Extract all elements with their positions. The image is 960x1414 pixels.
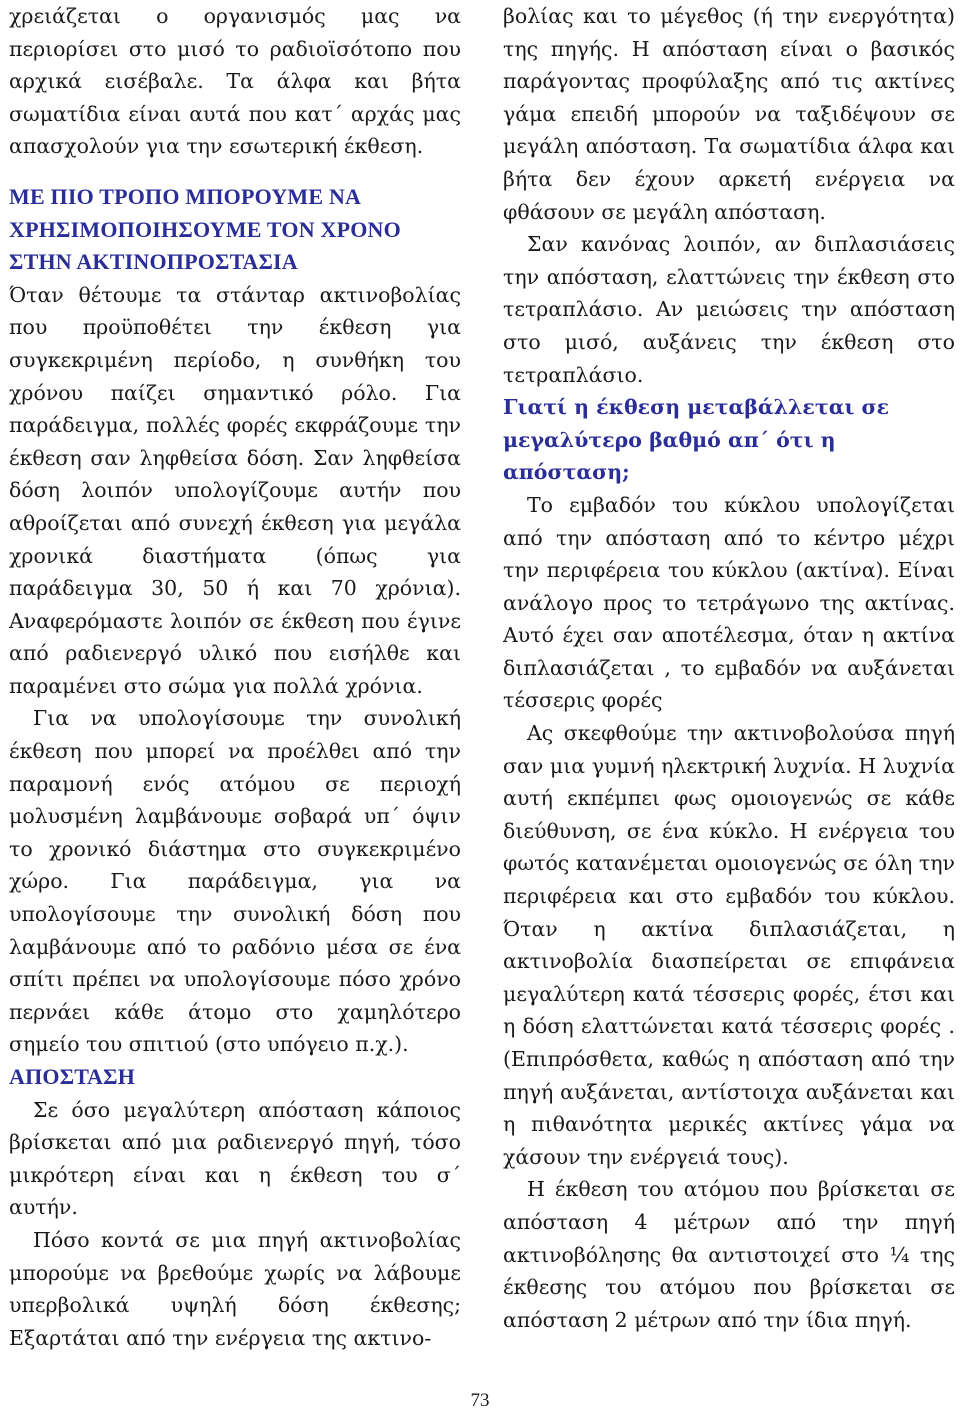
subheading-why: Γιατί η έκθεση μεταβάλλεται σε μεγαλύτερο βαθμό απ΄ ότι η απόσταση; — [503, 395, 890, 485]
paragraph-example: Η έκθεση του ατόμου που βρίσκεται σε απόσταση 4 μέτρων από την πηγή ακτινοβόλησης θα αντιστοιχεί στο ¼ της έκθεσης του ατόμου που βρίσκεται σε απόσταση 2 μέτρων από την ίδια πηγή. — [503, 1177, 955, 1332]
paragraph-time-2: Για να υπολογίσουμε την συνολική έκθεση που μπορεί να προέλθει από την παραμονή ενός ατόμου σε περιοχή μολυσμένη λαμβάνουμε σοβαρά υπ΄ όψιν το χρονικό διάστημα στο συγκεκριμένο χώρο. Για παράδειγμα, για να υπολογίσουμε την συνολική δόση που λαμβάνουμε από το ραδόνιο μέσα σε ένα σπίτι πρέπει να υπολογίσουμε πόσο χρόνο περνάει κάθε άτομο στο χαμηλότερο σημείο του σπιτιού (στο υπόγειο π.χ.). — [9, 706, 461, 1057]
paragraph-distance-1: Σε όσο μεγαλύτερη απόσταση κάποιος βρίσκεται από μια ραδιενεργό πηγή, τόσο μικρότερη είναι και η έκθεση του σ΄ αυτήν. — [9, 1097, 461, 1220]
page-number: 73 — [470, 1390, 490, 1411]
paragraph-circle: Το εμβαδόν του κύκλου υπολογίζεται από την απόσταση από το κέντρο μέχρι την περιφέρεια του κύκλου (ακτίνα). Είναι ανάλογο προς το τετράγωνο της ακτίνας. Αυτό έχει σαν αποτέλεσμα, όταν η ακτίνα διπλασιάζεται , το εμβαδόν να αυξάνεται τέσσερις φορές — [503, 492, 955, 713]
paragraph-intro: χρειάζεται ο οργανισμός μας να περιορίσει στο μισό το ραδιοϊσότοπο που αρχικά εισέβαλε. Τα άλφα και βήτα σωματίδια είναι αυτά που κατ΄ αρχάς μας απασχολούν για την εσωτερική έκθεση. — [9, 4, 461, 159]
right-column — [503, 0, 955, 1336]
paragraph-lamp: Ας σκεφθούμε την ακτινοβολούσα πηγή σαν μια γυμνή ηλεκτρική λυχνία. Η λυχνία αυτή εκπέμπει φως ομοιογενώς σε κάθε διεύθυνση, σε ένα κύκλο. Η ενέργεια του φωτός κατανέμεται ομοιογενώς σε όλη την περιφέρεια και στο εμβαδόν του κύκλου. Όταν η ακτίνα διπλασιάζεται, η ακτινοβολία διασπείρεται σε επιφάνεια μεγαλύτερη κατά τέσσερις φορές, έτσι και η δόση ελαττώνεται κατά τέσσερις φορές . (Επιπρόσθετα, καθώς η απόσταση από την πηγή αυξάνεται, αντίστοιχα αυξάνεται και η πιθανότητα μερικές ακτίνες γάμα να χάσουν την ενέργειά τους). — [503, 721, 955, 1169]
section-heading-distance: ΑΠΟΣΤΑΣΗ — [9, 1064, 136, 1089]
paragraph-time-1: Όταν θέτουμε τα στάνταρ ακτινοβολίας που προϋποθέτει την έκθεση για συγκεκριμένη περίοδο, η συνθήκη του χρόνου παίζει σημαντικό ρόλο. Για παράδειγμα, πολλές φορές εκφράζουμε την έκθεση σαν ληφθείσα δόση. Σαν ληφθείσα δόση λοιπόν υπολογίζουμε αυτήν που αθροίζεται από συνεχή έκθεση για μεγάλα χρονικά διαστήματα (όπως για παράδειγμα 30, 50 ή και 70 χρόνια). Αναφερόμαστε λοιπόν σε έκθεση που έγινε από ραδιενεργό υλικό που εισήλθε και παραμένει στο σώμα για πολλά χρόνια. — [9, 282, 461, 698]
paragraph-rule: Σαν κανόνας λοιπόν, αν διπλασιάσεις την απόσταση, ελαττώνεις την έκθεση στο τετραπλάσιο. Αν μειώσεις την απόσταση στο μισό, αυξάνεις την έκθεση στο τετραπλάσιο. — [503, 232, 955, 387]
left-column — [9, 0, 461, 1354]
paragraph-continuation: βολίας και το μέγεθος (ή την ενεργότητα) της πηγής. Η απόσταση είναι ο βασικός παράγοντας προφύλαξης από τις ακτίνες γάμα επειδή μπορούν να ταξιδέψουν σε μεγάλη απόσταση. Τα σωματίδια άλφα και βήτα δεν έχουν αρκετή ενέργεια να φθάσουν σε μεγάλη απόσταση. — [503, 4, 955, 224]
paragraph-distance-2: Πόσο κοντά σε μια πηγή ακτινοβολίας μπορούμε να βρεθούμε χωρίς να λάβουμε υπερβολικά υψηλή δόση έκθεσης; Εξαρτάται από την ενέργεια της ακτινο- — [9, 1227, 461, 1350]
section-heading-time: ΜΕ ΠΙΟ ΤΡΟΠΟ ΜΠΟΡΟΥΜΕ ΝΑ ΧΡΗΣΙΜΟΠΟΙΗΣΟΥΜΕ ΤΟΝ ΧΡΟΝΟ ΣΤΗΝ ΑΚΤΙΝΟΠΡΟΣΤΑΣΙΑ — [9, 183, 401, 275]
